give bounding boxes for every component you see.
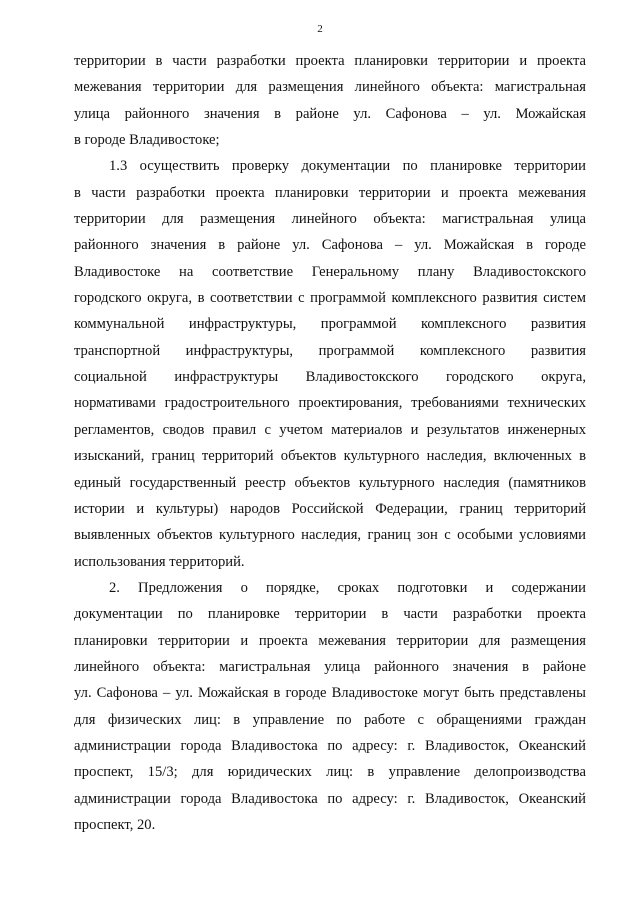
text-line: в городе Владивостоке;	[74, 132, 220, 149]
text-line: Владивостоке на соответствие Генеральному плану Владивостокского	[74, 263, 586, 280]
text-line: регламентов, сводов правил с учетом материалов и результатов инженерных	[74, 421, 586, 438]
text-line: проспект, 20.	[74, 816, 156, 833]
text-line: коммунальной инфраструктуры, программой комплексного развития	[74, 316, 586, 333]
text-line: выявленных объектов культурного наследия, границ зон с особыми условиями	[74, 527, 586, 544]
text-line: администрации города Владивостока по адресу: г. Владивосток, Океанский	[74, 737, 586, 754]
text-line: улица районного значения в районе ул. Сафонова – ул. Можайская	[74, 105, 586, 122]
text-line: планировки территории и проекта межевания территории для размещения	[74, 632, 586, 649]
text-line: проспект, 15/3; для юридических лиц: в управление делопроизводства	[74, 764, 586, 781]
text-line: территории для размещения линейного объекта: магистральная улица	[74, 211, 586, 228]
text-line: для физических лиц: в управление по работе с обращениями граждан	[74, 711, 586, 728]
text-line: ул. Сафонова – ул. Можайская в городе Владивостоке могут быть представлены	[74, 685, 586, 702]
text-line: линейного объекта: магистральная улица районного значения в районе	[74, 658, 586, 675]
document-body	[74, 48, 586, 838]
text-line: территории в части разработки проекта планировки территории и проекта	[74, 53, 586, 69]
text-line: истории и культуры) народов Российской Федерации, границ территорий	[74, 500, 586, 517]
text-line: единый государственный реестр объектов культурного наследия (памятников	[74, 474, 586, 491]
text-line: городского округа, в соответствии с программой комплексного развития систем	[74, 290, 586, 307]
page-number: 2	[317, 23, 323, 35]
text-line: администрации города Владивостока по адресу: г. Владивосток, Океанский	[74, 790, 586, 807]
text-line: 2. Предложения о порядке, сроках подготовки и содержании	[109, 579, 586, 596]
text-line: изысканий, границ территорий объектов культурного наследия, включенных в	[74, 448, 586, 465]
text-line: в части разработки проекта планировки территории и проекта межевания	[74, 184, 586, 201]
text-line: 1.3 осуществить проверку документации по планировке территории	[109, 158, 586, 175]
text-line: документации по планировке территории в части разработки проекта	[74, 606, 586, 623]
text-line: транспортной инфраструктуры, программой комплексного развития	[74, 342, 586, 359]
text-line: нормативами градостроительного проектирования, требованиями технических	[74, 395, 586, 412]
text-line: использования территорий.	[74, 553, 245, 570]
text-line: социальной инфраструктуры Владивостокского городского округа,	[74, 369, 586, 386]
text-line: межевания территории для размещения линейного объекта: магистральная	[74, 79, 586, 96]
text-line: районного значения в районе ул. Сафонова – ул. Можайская в городе	[74, 237, 586, 254]
